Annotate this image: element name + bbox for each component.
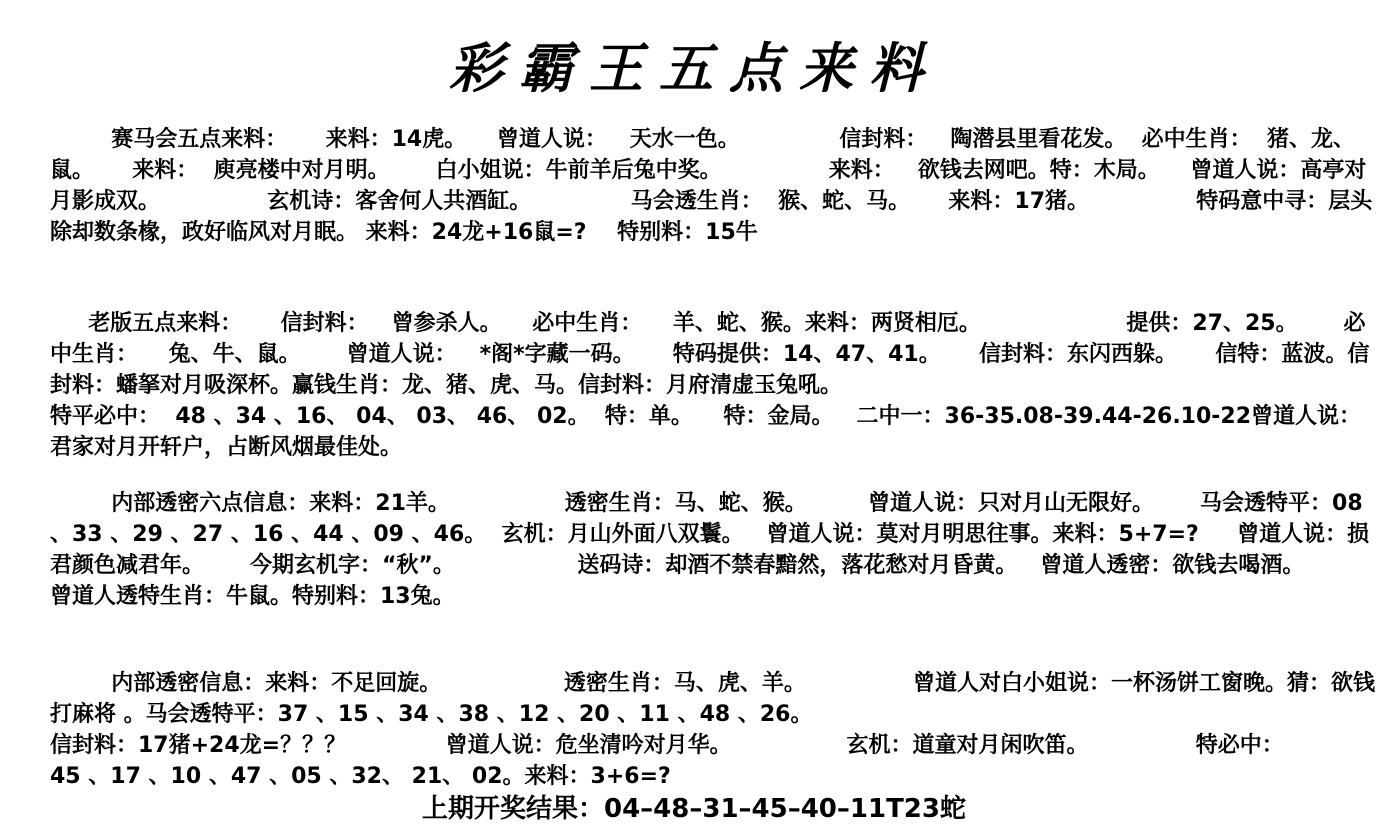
section-saima: 赛马会五点来料： 来料：14虎。 曾道人说： 天水一色。 信封料： 陶潜县里看花发。 必中生肖： 猪、龙、鼠。 来料： 庾亮楼中对月明。 白小姐说：牛前羊后兔中奖。 来料： 欲钱去网吧。特：木局。 曾道人说：高亭对月影成双。 玄机诗：客舍何人共酒缸。 马会透生肖： 猴、蛇、马。 来料：17猪。 特码意中寻：层头除却数条椽，政好临风对月眠。 来料：24龙+16鼠=? 特别料：15牛 — [50, 127, 1373, 245]
section-neibu-toumi: 内部透密信息：来料：不足回旋。 透密生肖：马、虎、羊。 曾道人对白小姐说：一杯汤饼工窗晚。猜：欲钱打麻将 。马会透特平：37 、15 、34 、38 、12 、20 、11 、48 、26。 信封料：17猪+24龙=？？？ 曾道人说：危坐清吟对月华。 玄机：道童对月闲吹笛。 特必中： 45 、17 、10 、47 、05 、32、 21、 02。来料：3+6=? — [50, 671, 1376, 789]
last-draw-result: 上期开奖结果：04–48–31–45–40–11T23蛇 — [421, 794, 966, 824]
section-neibu-liudian: 内部透密六点信息：来料：21羊。 透密生肖：马、蛇、猴。 曾道人说：只对月山无限好。 马会透特平：08 、33 、29 、27 、16 、44 、09 、46。 玄机：月山外面八双鬟。 曾道人说：莫对月明思往事。来料：5+7=? 曾道人说：损君颜色减君年。 今期玄机字：“秋”。 送码诗：却酒不禁春黯然，落花愁对月昏黄。 曾道人透密：欲钱去喝酒。 曾道人透特生肖：牛鼠。特别料：13兔。 — [50, 491, 1371, 609]
page-title: 彩霸王五点来料 — [449, 36, 939, 100]
section-laoban: 老版五点来料： 信封料： 曾参杀人。 必中生肖： 羊、蛇、猴。来料：两贤相厄。 提供：27、25。 必中生肖： 兔、牛、鼠。 曾道人说： *阁*字藏一码。 特码提供：14、47、41。 信封料：东闪西躲。 信特：蓝波。信封料：蟠拏对月吸深杯。赢钱生肖：龙、猪、虎、马。信封料：月府清虚玉兔吼。 特平必中： 48 、34 、16、 04、 03、 46、 02。 特：单。 特：金局。 二中一：36-35.08-39.44-26.10-22曾道人说：君家对月开轩户，占断风烟最佳处。 — [50, 311, 1370, 460]
